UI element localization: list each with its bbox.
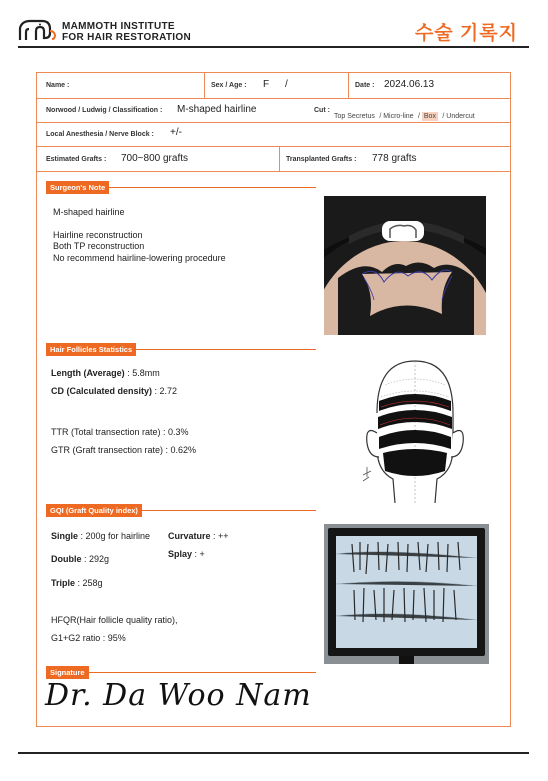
splay-stat: [168, 549, 205, 559]
age-separator: /: [285, 79, 288, 90]
single-value: : 200g for hairline: [78, 531, 151, 541]
cd-value: : 2.72: [152, 386, 178, 396]
gtr-stat: [51, 445, 196, 455]
signature-tag: Signature: [46, 666, 89, 679]
length-label: Length (Average): [51, 368, 125, 378]
g1g2-stat: [51, 633, 126, 643]
date-value: 2024.06.13: [384, 79, 435, 90]
length-stat: [51, 368, 160, 378]
note-line-4: No recommend hairline-lowering procedure: [53, 253, 226, 263]
ttr-value: : 0.3%: [160, 427, 189, 437]
column-divider: [204, 73, 205, 98]
cut-option-micro-line: Micro-line: [383, 113, 414, 120]
gtr-label: GTR (Graft transection rate): [51, 445, 164, 455]
surgeons-note-tag: Surgeon's Note: [46, 181, 109, 194]
double-stat: [51, 554, 109, 564]
curvature-label: Curvature: [168, 531, 211, 541]
row-divider: [37, 146, 510, 147]
triple-label: Triple: [51, 578, 76, 588]
cut-option-undercut: Undercut: [446, 113, 475, 120]
brand-line-1: MAMMOTH INSTITUTE: [62, 21, 175, 32]
surgery-record-form: [36, 72, 511, 727]
cut-label: Cut :: [314, 107, 330, 114]
brand-name: [62, 21, 191, 43]
curvature-value: : ++: [210, 531, 229, 541]
length-value: : 5.8mm: [124, 368, 160, 378]
splay-label: Splay: [168, 549, 193, 559]
gqi-tag: GQI (Graft Quality index): [46, 504, 142, 517]
double-label: Double: [51, 554, 82, 564]
brand-line-2: FOR HAIR RESTORATION: [62, 32, 191, 43]
cut-separator: /: [418, 113, 422, 120]
name-label: Name :: [46, 82, 70, 89]
cd-label: CD (Calculated density): [51, 386, 153, 396]
footer-divider: [18, 752, 529, 754]
cut-option-box-selected: Box: [423, 113, 436, 120]
header-divider: [18, 46, 529, 48]
donor-area-head-diagram: [355, 353, 475, 503]
document-title: 수술 기록지: [414, 23, 518, 44]
row-divider: [37, 171, 510, 172]
graft-monitor-photo: [324, 524, 489, 664]
transplanted-grafts-value: 778 grafts: [372, 153, 417, 164]
sex-age-label: Sex / Age :: [211, 82, 247, 89]
g1g2-value: : 95%: [100, 633, 126, 643]
follicle-stats-tag: Hair Follicles Statistics: [46, 343, 136, 356]
gtr-value: : 0.62%: [163, 445, 197, 455]
note-line-3: Both TP reconstruction: [53, 241, 145, 251]
cut-options: [334, 105, 475, 123]
estimated-grafts-label: Estimated Grafts :: [46, 156, 107, 163]
cut-separator: /: [379, 113, 384, 120]
cut-option-top-secretus: Top Secretus: [334, 113, 375, 120]
ttr-stat: [51, 427, 189, 437]
signature-text: Dr. Da Woo Nam: [45, 678, 312, 713]
hairline-photo: [324, 196, 486, 335]
triple-value: : 258g: [75, 578, 103, 588]
triple-stat: [51, 578, 103, 588]
mammoth-logo-icon: [18, 18, 58, 42]
g1g2-label: G1+G2 ratio: [51, 633, 101, 643]
estimated-grafts-value: 700~800 grafts: [121, 153, 188, 164]
note-line-1: M-shaped hairline: [53, 207, 125, 217]
column-divider: [279, 146, 280, 171]
anesthesia-label: Local Anesthesia / Nerve Block :: [46, 131, 154, 138]
hfqr-line: HFQR(Hair follicle quality ratio),: [51, 615, 178, 625]
classification-value: M-shaped hairline: [177, 104, 257, 115]
cut-separator: /: [442, 113, 447, 120]
cd-stat: [51, 386, 177, 396]
date-label: Date :: [355, 82, 375, 89]
classification-label: Norwood / Ludwig / Classification :: [46, 107, 163, 114]
column-divider: [348, 73, 349, 98]
curvature-stat: [168, 531, 229, 541]
transplanted-grafts-label: Transplanted Grafts :: [286, 156, 357, 163]
double-value: : 292g: [81, 554, 110, 564]
single-stat: [51, 531, 150, 541]
single-label: Single: [51, 531, 79, 541]
anesthesia-value: +/-: [170, 127, 182, 138]
splay-value: : +: [192, 549, 205, 559]
row-divider: [37, 98, 510, 99]
sex-value: F: [263, 79, 270, 90]
ttr-label: TTR (Total transection rate): [51, 427, 161, 437]
note-line-2: Hairline reconstruction: [53, 230, 143, 240]
